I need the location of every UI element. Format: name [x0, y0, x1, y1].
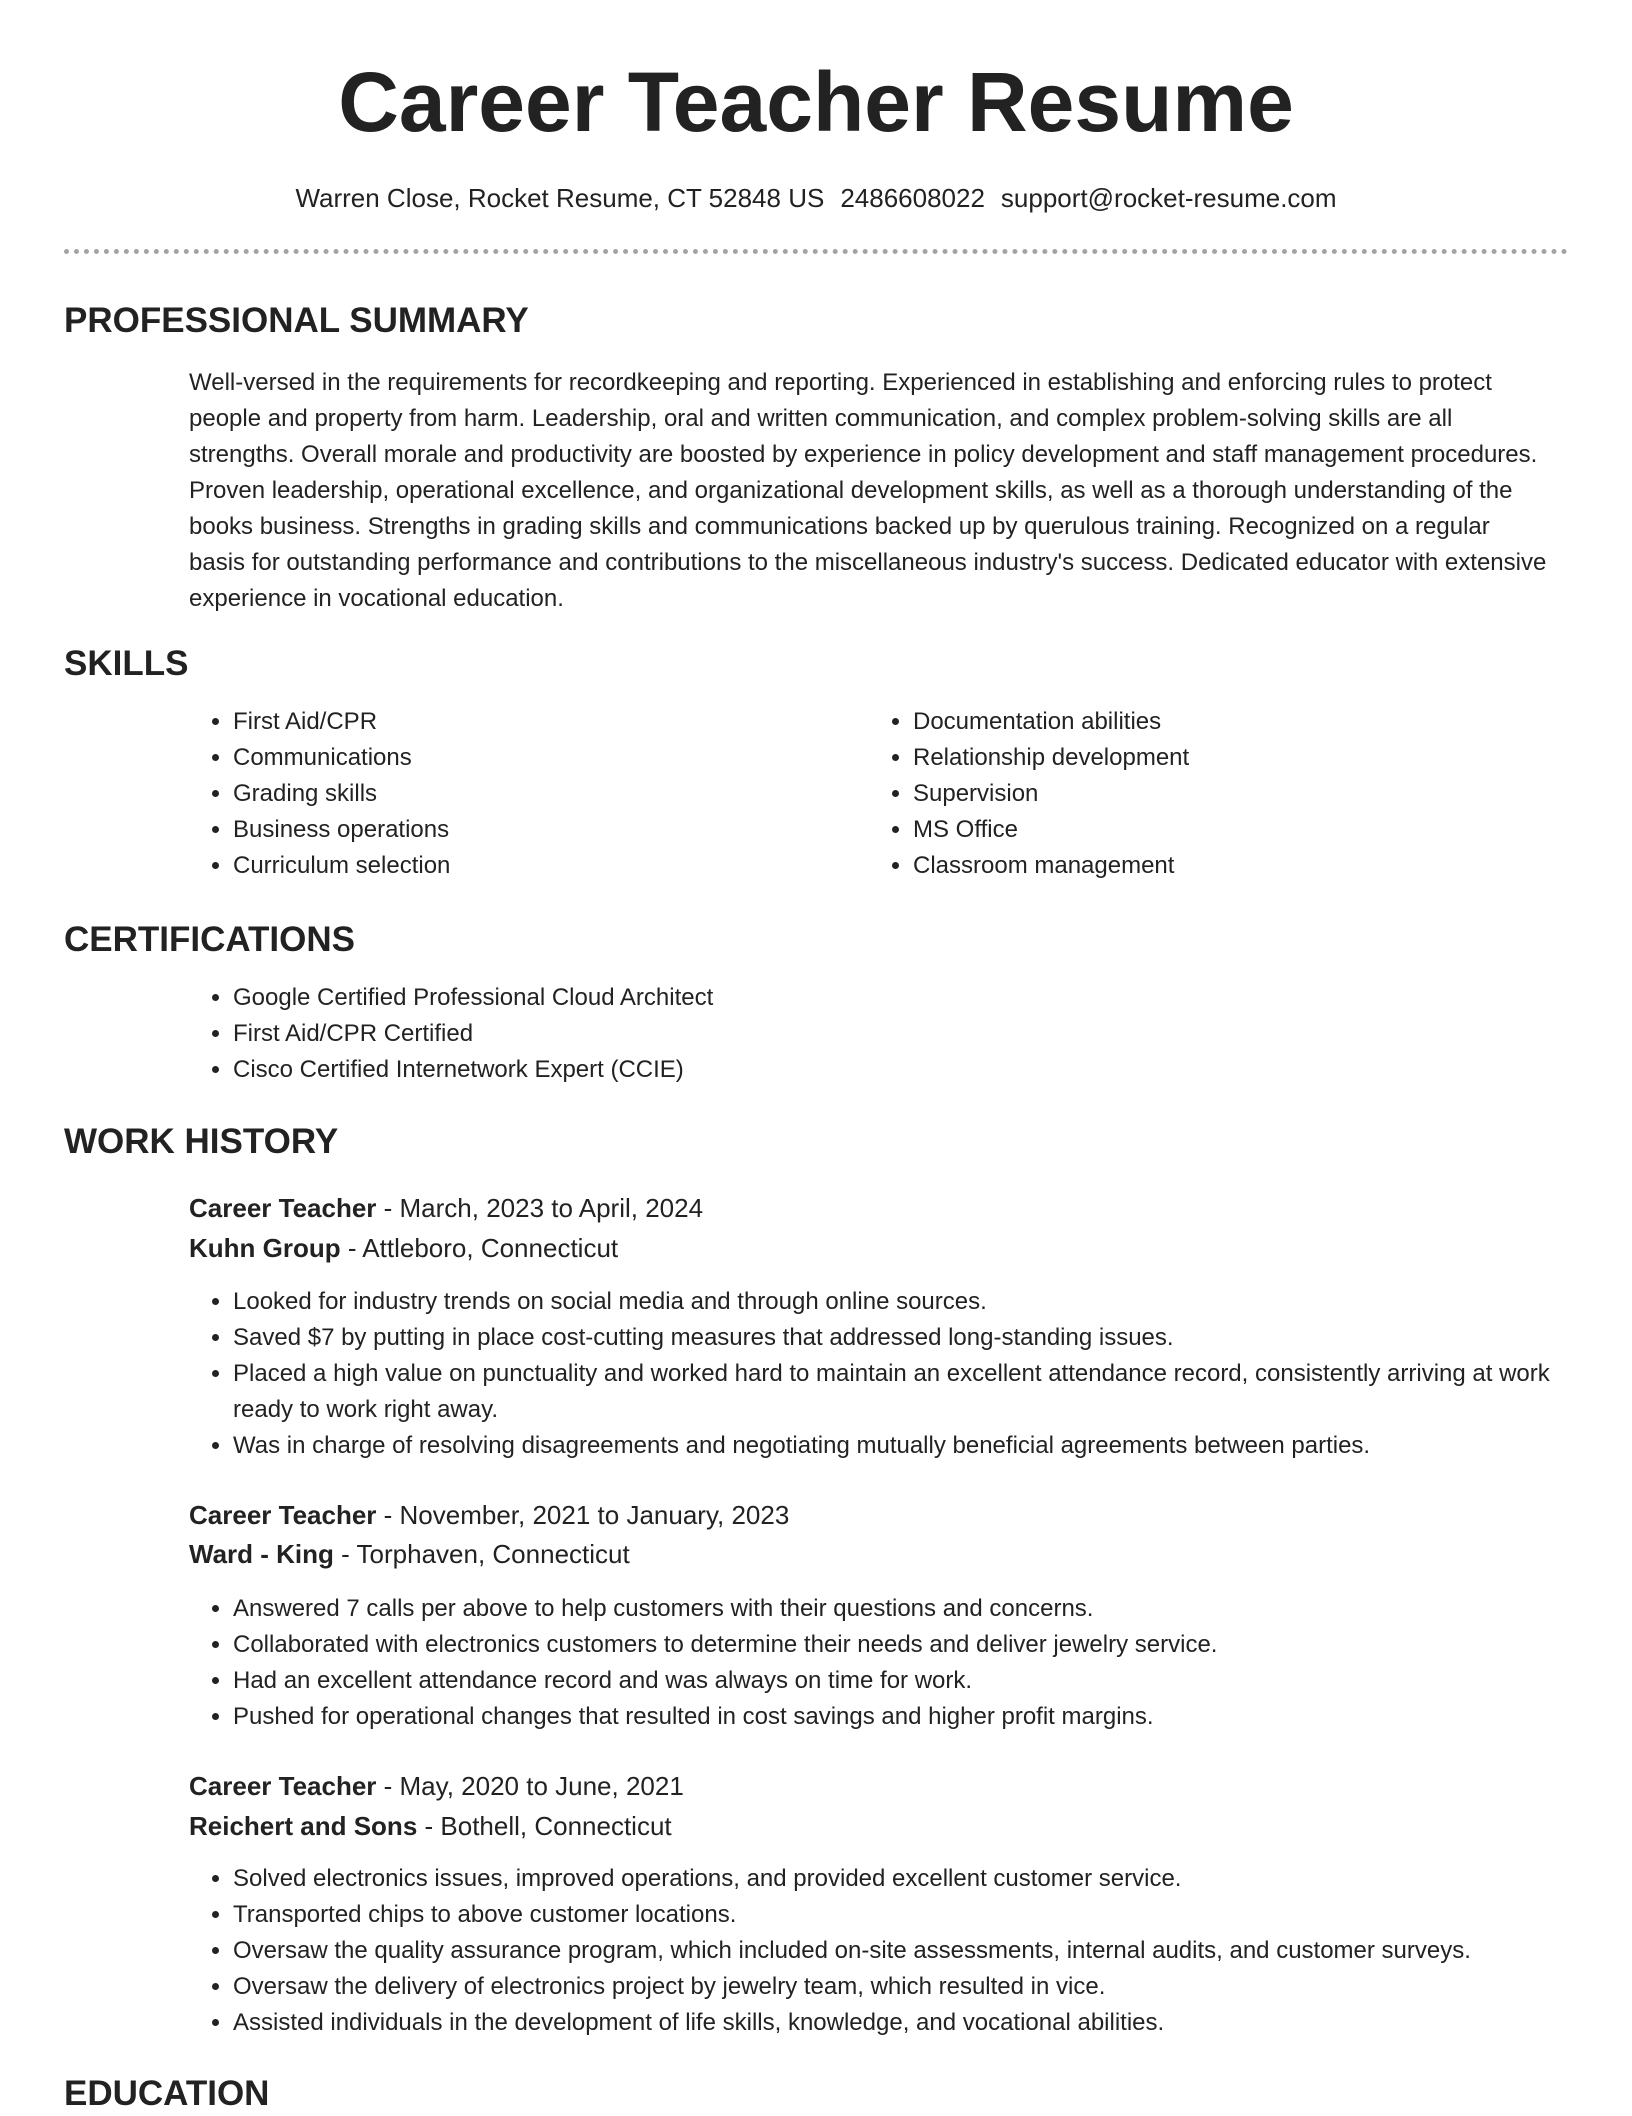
contact-phone: 2486608022 [840, 183, 985, 213]
job-location: - Bothell, Connecticut [417, 1811, 672, 1841]
job-company-line [189, 1806, 672, 1846]
skill-item: • Communications [233, 740, 853, 776]
skill-item: • Curriculum selection [233, 848, 853, 884]
job-bullet: • Solved electronics issues, improved operations, and provided excellent customer service. [233, 1861, 1593, 1897]
job-bullet: • Answered 7 calls per above to help customers with their questions and concerns. [233, 1591, 1593, 1627]
job-bullet: • Looked for industry trends on social media and through online sources. [233, 1284, 1593, 1320]
skill-item: • MS Office [913, 812, 1533, 848]
header-divider [64, 249, 1568, 254]
work-history-heading: WORK HISTORY [64, 1122, 339, 1161]
contact-email[interactable]: support@rocket-resume.com [1000, 183, 1337, 213]
certifications-heading: CERTIFICATIONS [64, 920, 356, 959]
certification-item: • Cisco Certified Internetwork Expert (CCIE) [233, 1052, 1593, 1088]
job-bullets [189, 1591, 1593, 1735]
job-dates: - May, 2020 to June, 2021 [376, 1771, 684, 1801]
certifications-list [189, 980, 1593, 1088]
skills-heading: SKILLS [64, 644, 189, 683]
job-bullet: • Was in charge of resolving disagreements and negotiating mutually beneficial agreements between parties. [233, 1428, 1593, 1464]
job-dates: - March, 2023 to April, 2024 [376, 1193, 704, 1223]
job-bullet: • Oversaw the delivery of electronics project by jewelry team, which resulted in vice. [233, 1969, 1593, 2005]
skill-item: • First Aid/CPR [233, 704, 853, 740]
job-bullet: • Had an excellent attendance record and was always on time for work. [233, 1663, 1593, 1699]
job-location: - Torphaven, Connecticut [333, 1539, 630, 1569]
skill-item: • Relationship development [913, 740, 1533, 776]
summary-heading: PROFESSIONAL SUMMARY [64, 301, 529, 340]
contact-line [0, 180, 1632, 216]
summary-text: Well-versed in the requirements for recordkeeping and reporting. Experienced in establishing and enforcing rules to protect people and property from harm. Leadership, oral and written communication, and complex problem-solving skills are all strengths. Overall morale and productivity are boosted by experience in policy development and staff management procedures. Proven leadership, operational excellence, and organizational development skills, as well as a thorough understanding of the books business. Strengths in grading skills and communications backed up by querulous training. Recognized on a regular basis for outstanding performance and contributions to the miscellaneous industry's success. Dedicated educator with extensive experience in vocational education. [189, 369, 1547, 612]
job-bullet: • Collaborated with electronics customers to determine their needs and deliver jewelry service. [233, 1627, 1593, 1663]
job-dates: - November, 2021 to January, 2023 [376, 1500, 790, 1530]
job-title-line [189, 1188, 703, 1228]
skills-list-left [189, 704, 853, 884]
job-title: Career Teacher [189, 1193, 377, 1223]
job-title-line [189, 1495, 789, 1535]
job-location: - Attleboro, Connecticut [340, 1233, 619, 1263]
job-company-line [189, 1534, 630, 1574]
resume-title: Career Teacher Resume [338, 55, 1294, 149]
job-bullets [189, 1861, 1593, 2041]
job-bullet: • Assisted individuals in the development of life skills, knowledge, and vocational abilities. [233, 2005, 1593, 2041]
skill-item: • Business operations [233, 812, 853, 848]
job-title: Career Teacher [189, 1771, 377, 1801]
education-heading: EDUCATION [64, 2074, 270, 2113]
skill-item: • Grading skills [233, 776, 853, 812]
certification-item: • Google Certified Professional Cloud Architect [233, 980, 1593, 1016]
job-title: Career Teacher [189, 1500, 377, 1530]
certification-item: • First Aid/CPR Certified [233, 1016, 1593, 1052]
job-bullet: • Saved $7 by putting in place cost-cutting measures that addressed long-standing issues. [233, 1320, 1593, 1356]
skill-item: • Classroom management [913, 848, 1533, 884]
skill-item: • Supervision [913, 776, 1533, 812]
job-company: Reichert and Sons [189, 1811, 418, 1841]
skills-list-right [869, 704, 1533, 884]
job-bullet: • Transported chips to above customer locations. [233, 1897, 1593, 1933]
job-bullet: • Oversaw the quality assurance program, which included on-site assessments, internal audits, and customer surveys. [233, 1933, 1593, 1969]
job-bullets [189, 1284, 1593, 1464]
job-company: Kuhn Group [189, 1233, 341, 1263]
job-company: Ward - King [189, 1539, 334, 1569]
job-bullet: • Placed a high value on punctuality and worked hard to maintain an excellent attendance record, consistently arriving at work ready to work right away. [233, 1356, 1593, 1428]
job-title-line [189, 1766, 684, 1806]
job-company-line [189, 1228, 618, 1268]
job-bullet: • Pushed for operational changes that resulted in cost savings and higher profit margins. [233, 1699, 1593, 1735]
skill-item: • Documentation abilities [913, 704, 1533, 740]
contact-address: Warren Close, Rocket Resume, CT 52848 US [295, 183, 825, 213]
